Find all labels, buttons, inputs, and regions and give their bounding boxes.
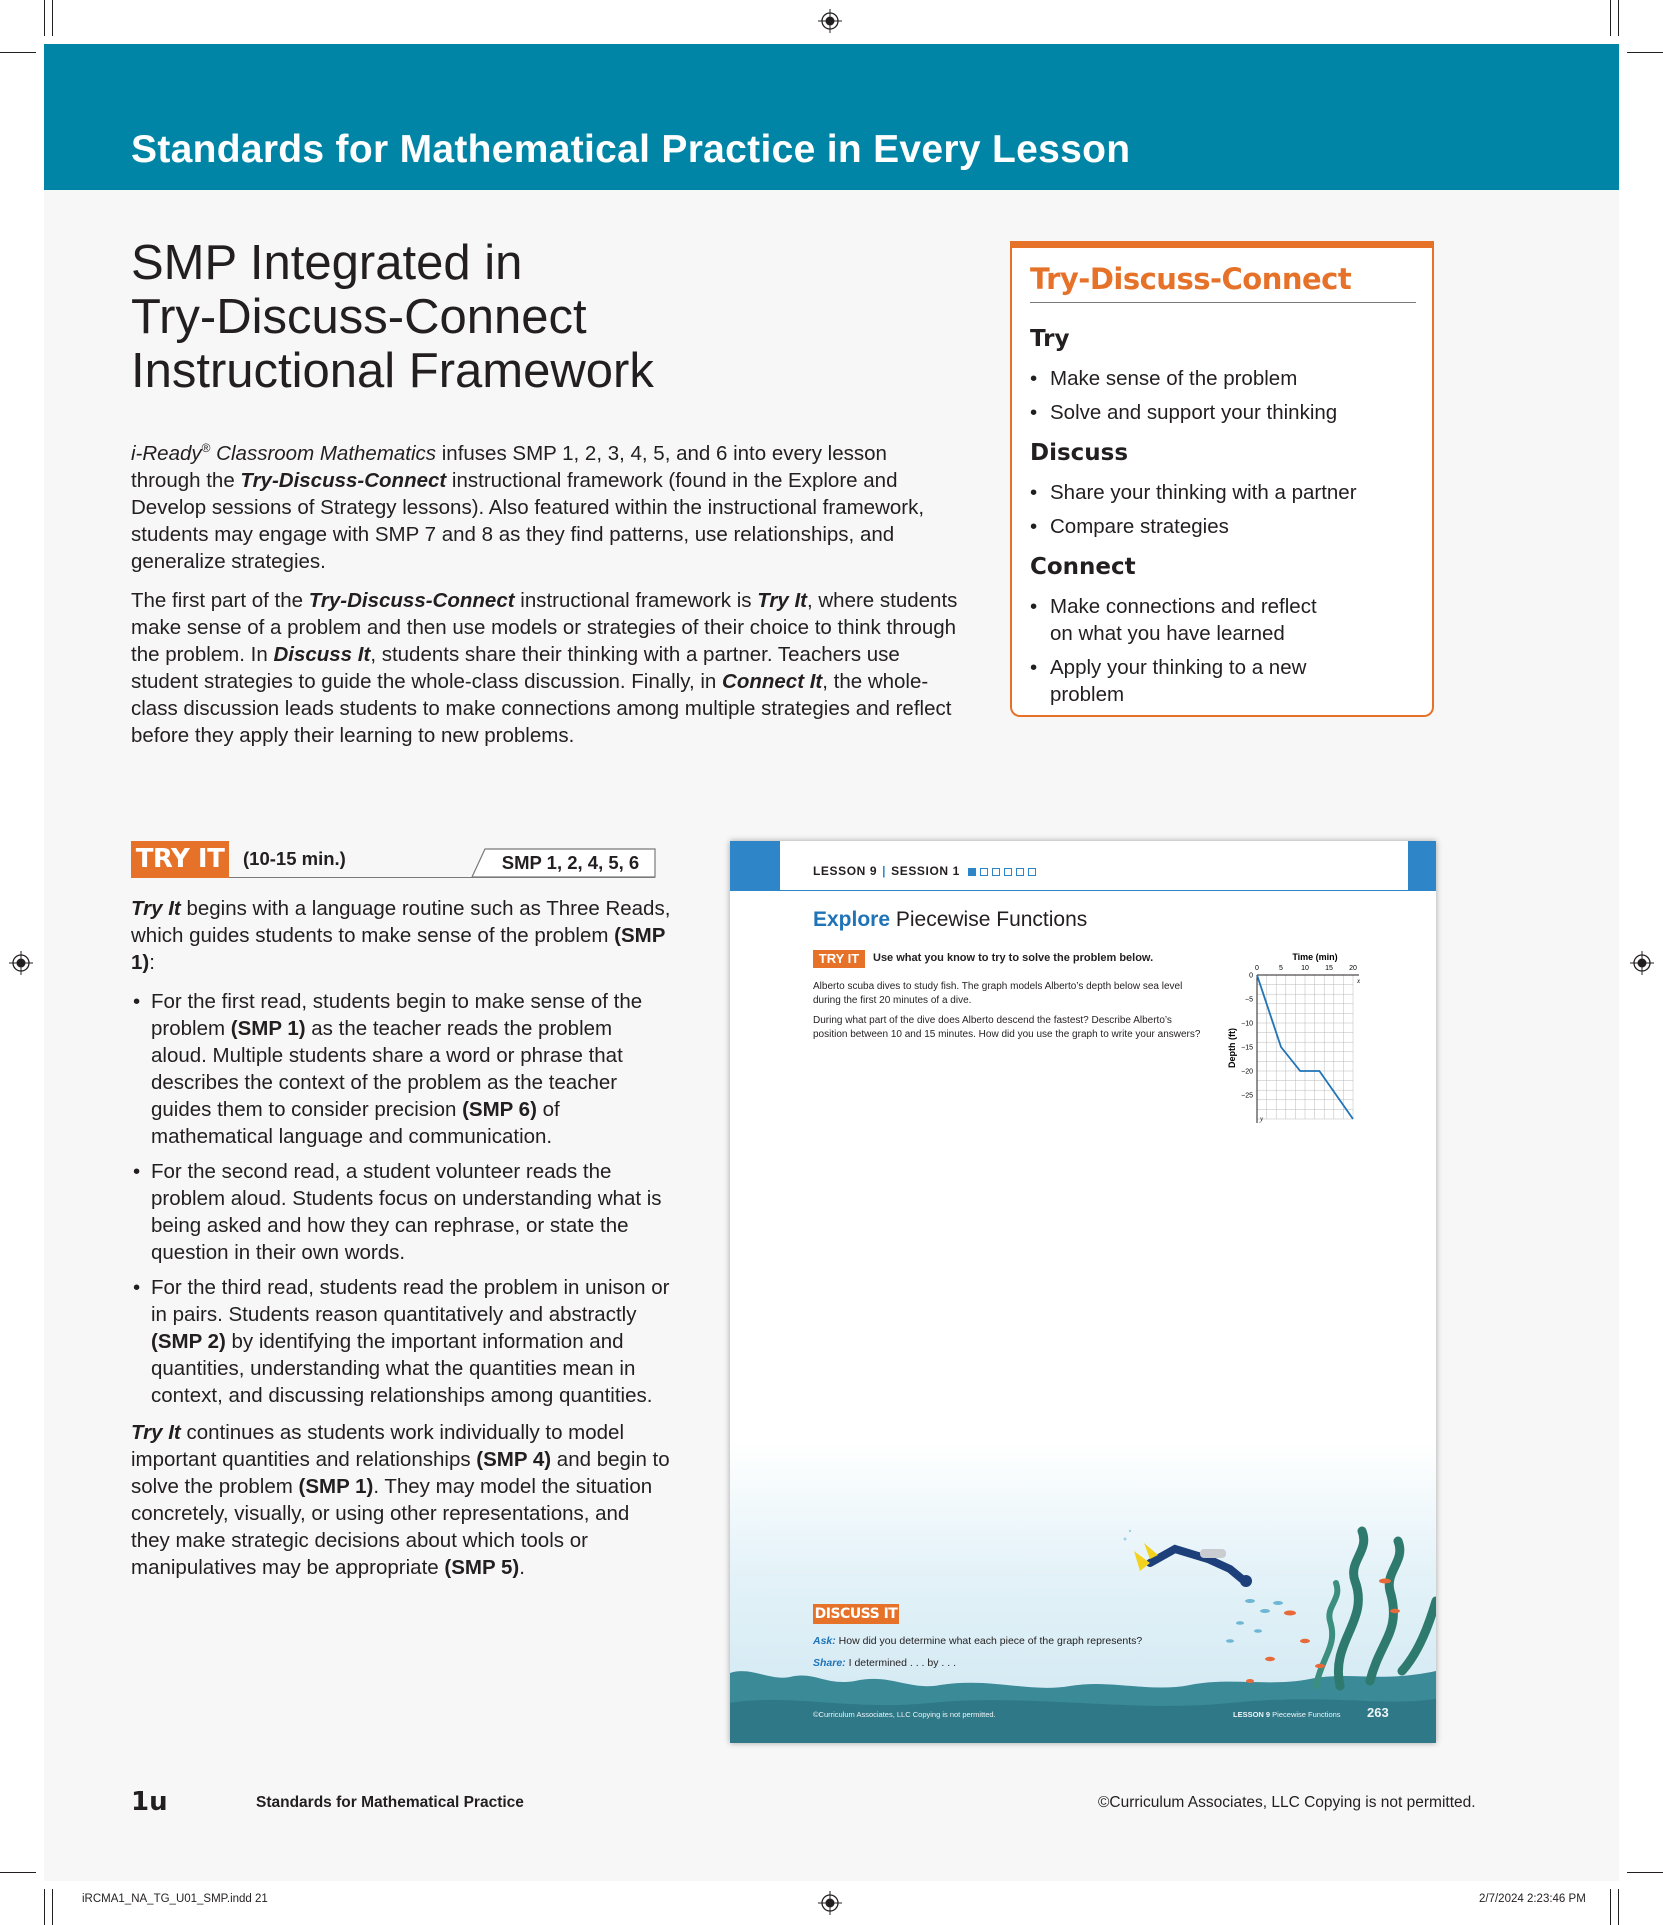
crop-mark [1627,1872,1663,1873]
page-title-line: Try-Discuss-Connect [131,290,587,344]
registration-mark-icon [1630,951,1654,975]
smp-ref: (SMP 2) [151,1330,226,1353]
text-run: infuses SMP 1, 2, 3, 4, 5, and 6 into every lesson through the [131,441,887,492]
smp-ref: (SMP 1) [298,1475,374,1498]
student-footer-lesson [1233,1710,1341,1719]
term-try-it: Try It [757,588,807,612]
text-run: , where students make sense of a problem and then use models or strategies of their choice to think through the problem. In [131,588,958,666]
crop-mark [1627,52,1663,53]
text-run: instructional framework is [514,588,758,612]
intro-paragraph [131,587,961,749]
crop-mark [44,0,45,36]
try-it-badge: TRY IT [131,841,229,878]
registration-mark-icon [9,951,33,975]
session-title [813,908,1087,932]
y-tick-label: −25 [1241,1092,1253,1100]
x-tick-label: 15 [1325,965,1333,972]
box-heading-discuss: Discuss [1030,440,1129,466]
crop-mark [1610,0,1611,36]
try-discuss-connect-box [1010,241,1434,717]
text-run: continues as students work individually to model important quantities and relationships [131,1421,625,1471]
graph-grid [1257,975,1359,1123]
crop-mark [1618,1889,1619,1925]
text-run: The first part of the [131,588,309,612]
student-copyright: ©Curriculum Associates, LLC Copying is not permitted. [813,1710,996,1719]
banner-title: Standards for Mathematical Practice in Every Lesson [131,128,1131,171]
text-run: and begin to solve the problem [131,1448,670,1498]
footer-copyright: ©Curriculum Associates, LLC Copying is not permitted. [1098,1794,1476,1811]
text-run: instructional framework (found in the Explore and Develop sessions of Strategy lessons). Also featured within the instructional framework, students may engage with SMP 7 and 8 as they find patterns, use relationships, and generalize strategies. [131,468,925,573]
three-reads-list [131,988,671,1409]
box-title: Try-Discuss-Connect [1030,262,1352,296]
seafloor-illustration [730,1441,1436,1743]
box-heading-connect: Connect [1030,554,1136,580]
problem-paragraph: Alberto scuba dives to study fish. The graph models Alberto’s depth below sea level during the first 20 minutes of a dive. [813,981,1183,1006]
session-square [992,868,1000,876]
footer-section: Standards for Mathematical Practice [256,1794,524,1811]
student-page-number: 263 [1367,1705,1389,1720]
try-it-duration: (10-15 min.) [243,848,346,869]
list-item [131,988,671,1150]
separator: | [882,864,887,878]
list-item: • Apply your thinking to a new problem [1030,654,1330,708]
list-item: • Make sense of the problem [1030,365,1337,392]
framework-name: Try-Discuss-Connect [240,468,447,492]
try-it-paragraph [131,895,671,976]
crop-mark [52,1889,53,1925]
share-label: Share: [813,1657,846,1669]
header-tab [730,841,780,891]
intro-paragraph [131,435,961,575]
list-item [131,1274,671,1409]
session-square [1028,868,1036,876]
crop-mark [1618,0,1619,36]
session-label: SESSION 1 [891,864,960,878]
crop-mark [44,1889,45,1925]
smp-ref: (SMP 6) [462,1098,537,1121]
y-tick-label: −10 [1241,1020,1253,1028]
explore-label: Explore [813,908,891,931]
smp-ref: (SMP 1) [131,924,666,974]
list-item: • Compare strategies [1030,513,1357,540]
text-run: by identifying the important information and quantities, understanding what the quantities mean in context, and discussing relationships among quantities. [151,1330,653,1407]
slug-timestamp: 2/7/2024 2:23:46 PM [1479,1893,1586,1905]
list-item: • Solve and support your thinking [1030,399,1337,426]
x-variable-label: x [1357,977,1361,985]
term-discuss-it: Discuss It [273,642,371,666]
ask-text: How did you determine what each piece of the graph represents? [835,1635,1143,1647]
session-progress [964,864,1036,878]
smp-tag-label: SMP 1, 2, 4, 5, 6 [501,852,640,873]
crop-mark [1610,1889,1611,1925]
text-run: , the whole-class discussion leads students to make connections among multiple strategies and reflect before they apply their learning to new problems. [131,669,952,747]
try-it-body [131,895,671,1593]
session-square [1016,868,1024,876]
x-tick-label: 20 [1349,965,1357,972]
text-run: : [149,951,155,974]
discuss-list [1030,479,1357,547]
session-square [1004,868,1012,876]
text-run: as the teacher reads the problem aloud. Multiple students share a word or phrase that describes the context of the problem as the teacher guides them to consider precision [151,1017,623,1121]
intro-text [131,435,961,761]
session-square [980,868,988,876]
x-tick-label: 5 [1279,965,1283,972]
smp-ref: (SMP 5) [444,1556,520,1579]
brand-name: i-Ready [131,441,202,465]
discuss-it-badge: DISCUSS IT [814,1606,898,1622]
y-tick-label: −5 [1245,996,1253,1004]
crop-mark [52,0,53,36]
list-item: • Share your thinking with a partner [1030,479,1357,506]
crop-mark [0,52,36,53]
graph-ticks [1241,965,1361,1123]
slug-filename: iRCMA1_NA_TG_U01_SMP.indd 21 [82,1893,268,1905]
page-number: 1u [131,1787,168,1817]
crop-mark [0,1872,36,1873]
framework-name: Try-Discuss-Connect [308,588,515,612]
divider [780,890,1408,891]
divider [1030,302,1416,303]
text-run: of mathematical language and communication. [151,1098,560,1148]
brand-name-rest: Classroom Mathematics [210,441,437,465]
text-run: For the third read, students read the problem in unison or in pairs. Students reason quantitatively and abstractly [151,1276,670,1326]
footer-lesson-label: LESSON 9 [1233,1710,1271,1719]
term-connect-it: Connect It [722,669,823,693]
share-prompt [813,1657,956,1669]
page-title [131,236,891,398]
text-run: For the first read, students begin to make sense of the problem [151,990,643,1040]
text-run: , students share their thinking with a partner. Teachers use student strategies to guide the whole-class discussion. Finally, in [131,642,900,693]
try-it-paragraph [131,1419,671,1581]
x-tick-label: 10 [1301,965,1309,972]
registered-mark: ® [201,441,211,455]
try-it-instruction: Use what you know to try to solve the problem below. [873,952,1154,964]
y-tick-label: −20 [1241,1068,1253,1076]
smp-ref: (SMP 1) [230,1017,306,1040]
topic-label: Piecewise Functions [890,908,1088,931]
y-variable-label: y [1260,1115,1264,1123]
page-title-line: Instructional Framework [131,344,654,398]
share-text: I determined . . . by . . . [845,1657,956,1669]
lesson-label: LESSON 9 [813,864,878,878]
term-try-it: Try It [131,897,181,920]
registration-mark-icon [818,1891,842,1915]
list-item: • Make connections and reflect on what you have learned [1030,593,1330,647]
page-title-line: SMP Integrated in [131,236,523,290]
lesson-session-label [813,864,1036,878]
session-square [968,868,976,876]
text-run: For the second read, a student volunteer reads the problem aloud. Students focus on understanding what is being asked and how they can rephrase, or state the question in their own words. [151,1160,662,1264]
x-tick-label: 0 [1255,965,1259,972]
header-tab [1408,841,1436,891]
depth-time-graph [1225,951,1415,1126]
try-list [1030,365,1337,433]
ask-label: Ask: [813,1635,836,1647]
connect-list [1030,593,1330,715]
smp-ref: (SMP 4) [476,1448,552,1471]
y-tick-label: 0 [1249,972,1253,980]
term-try-it: Try It [131,1421,181,1444]
y-tick-label: −15 [1241,1044,1253,1052]
list-item [131,1158,671,1266]
student-page-preview [730,841,1436,1743]
smp-tag [471,848,656,878]
graph-title: Time (min) [1292,952,1338,962]
try-it-badge: TRY IT [813,950,865,968]
footer-topic-label: Piecewise Functions [1270,1710,1341,1719]
problem-text [813,980,1208,1048]
registration-mark-icon [818,9,842,33]
y-axis-label: Depth (ft) [1227,1028,1237,1068]
text-run: . [519,1556,525,1579]
problem-paragraph: During what part of the dive does Alberto descend the fastest? Describe Alberto’s position between 10 and 15 minutes. How did you use the graph to write your answers? [813,1015,1201,1040]
text-run: begins with a language routine such as Three Reads, which guides students to make sense of the problem [131,897,671,947]
ask-prompt [813,1635,1142,1647]
box-heading-try: Try [1030,326,1070,352]
text-run: . They may model the situation concretely, visually, or using other representations, and they make strategic decisions about which tools or manipulatives may be appropriate [131,1475,653,1579]
